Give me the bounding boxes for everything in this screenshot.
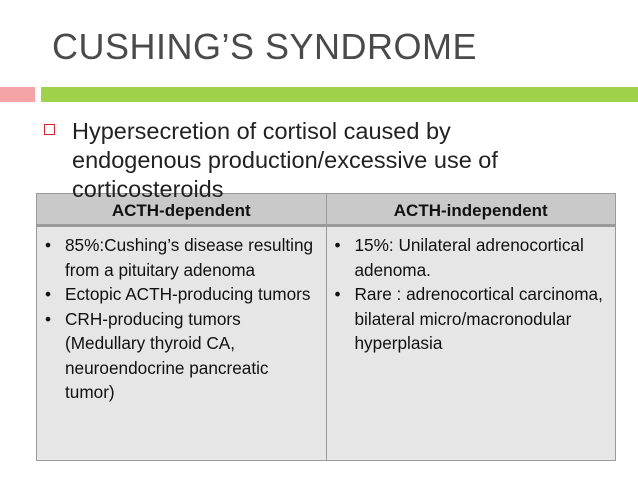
table-row bbox=[37, 226, 616, 461]
list-item: • Ectopic ACTH-producing tumors bbox=[65, 282, 320, 307]
list-item: • Rare : adrenocortical carcinoma, bilateral micro/macronodular hyperplasia bbox=[355, 282, 610, 356]
dependent-list bbox=[43, 233, 320, 405]
accent-bar-green bbox=[41, 87, 638, 102]
comparison-table bbox=[36, 193, 616, 461]
table-header-row bbox=[37, 194, 616, 226]
list-item: • CRH-producing tumors (Medullary thyroid CA, neuroendocrine pancreatic tumor) bbox=[65, 307, 320, 405]
bullet-text bbox=[72, 117, 592, 175]
list-item: • 85%:Cushing’s disease resulting from a pituitary adenoma bbox=[65, 233, 320, 282]
bullet-line-1: Hypersecretion of cortisol caused by bbox=[72, 118, 451, 144]
cell-acth-dependent bbox=[37, 226, 327, 461]
bullet-line-2: endogenous production/excessive use of bbox=[72, 147, 498, 173]
slide-title: CUSHING’S SYNDROME bbox=[52, 26, 478, 67]
header-acth-independent: ACTH-independent bbox=[326, 194, 616, 226]
list-item: • 15%: Unilateral adrenocortical adenoma. bbox=[355, 233, 610, 282]
accent-bar-pink bbox=[0, 87, 35, 102]
independent-list bbox=[333, 233, 610, 356]
bullet-line-3: corticosteroids bbox=[72, 176, 224, 202]
square-bullet-icon bbox=[44, 124, 55, 135]
header-acth-dependent: ACTH-dependent bbox=[37, 194, 327, 226]
cell-acth-independent bbox=[326, 226, 616, 461]
